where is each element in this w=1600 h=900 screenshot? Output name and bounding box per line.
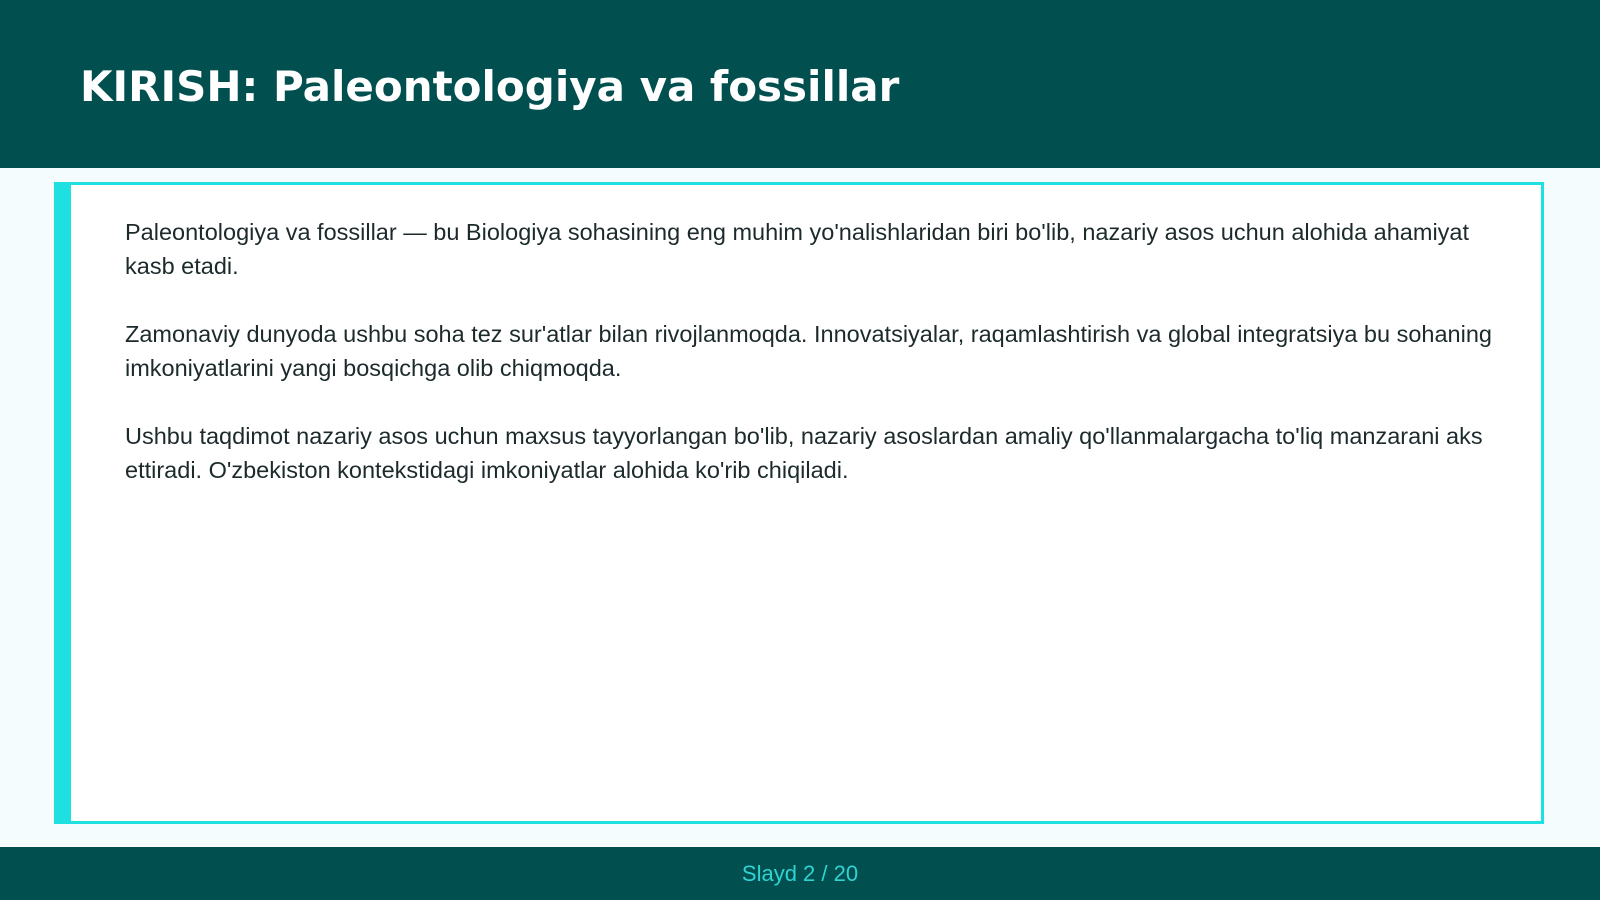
paragraph-presentation-purpose: Ushbu taqdimot nazariy asos uchun maxsus tayyorlangan bo'lib, nazariy asoslardan amaliy qo'llanmalargacha to'liq manzarani aks ettiradi. O'zbekiston kontekstidagi imkoniyatlar alohida ko'rib chiqiladi. <box>125 423 1483 483</box>
slide-footer <box>0 847 1600 900</box>
paragraph-modern-world: Zamonaviy dunyoda ushbu soha tez sur'atlar bilan rivojlanmoqda. Innovatsiyalar, raqamlashtirish va global integratsiya bu sohaning imkoniyatlarini yangi bosqichga olib chiqmoqda. <box>125 321 1492 381</box>
paragraph-intro: Paleontologiya va fossillar — bu Biologiya sohasining eng muhim yo'nalishlaridan biri bo'lib, nazariy asos uchun alohida ahamiyat kasb etadi. <box>125 219 1470 279</box>
content-panel <box>54 182 1544 824</box>
slide-number: Slayd 2 / 20 <box>741 861 859 886</box>
slide-title: KIRISH: Paleontologiya va fossillar <box>80 62 900 111</box>
slide-header <box>0 0 1600 168</box>
content-text <box>125 215 1525 521</box>
